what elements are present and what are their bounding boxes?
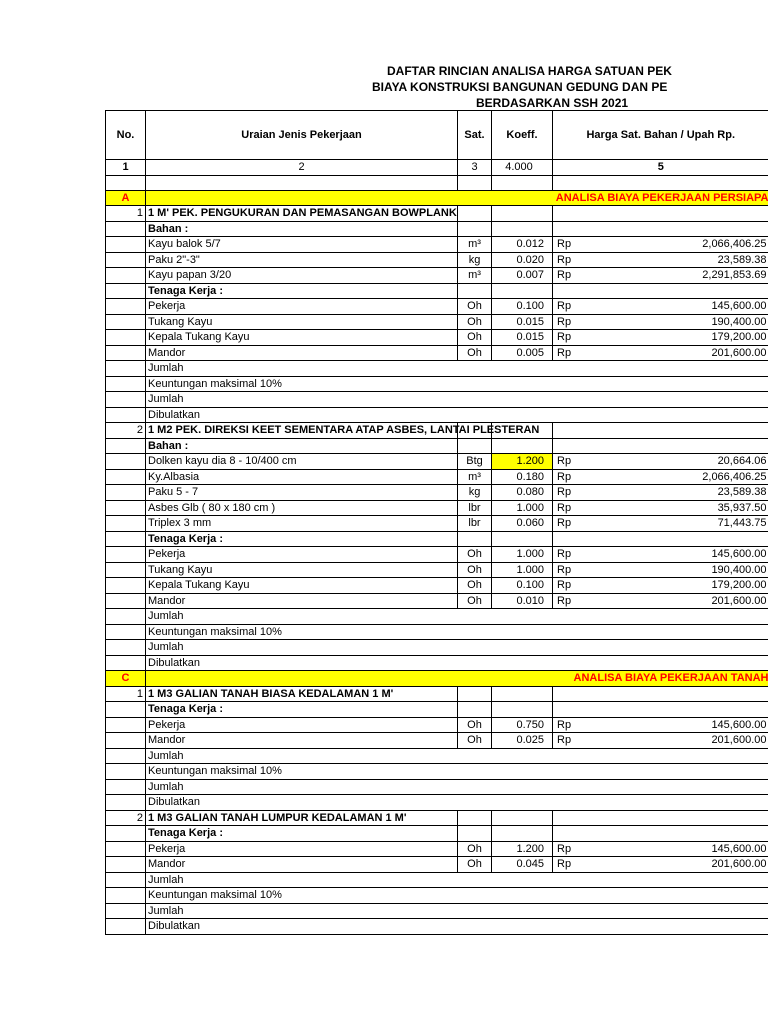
coefficient xyxy=(492,283,553,299)
unit-price: 35,937.50 xyxy=(583,500,768,516)
header-coefficient: Koeff. xyxy=(492,111,553,160)
coefficient: 1.200 xyxy=(492,841,553,857)
unit-price: 190,400.00 xyxy=(583,314,768,330)
item-description: 1 M3 GALIAN TANAH BIASA KEDALAMAN 1 M' xyxy=(146,686,458,702)
line-item-row xyxy=(106,330,768,346)
line-item-row xyxy=(106,299,768,315)
section-code: C xyxy=(106,671,146,687)
item-number xyxy=(106,733,146,749)
item-number: 1 xyxy=(106,686,146,702)
item-number xyxy=(106,221,146,237)
unit: lbr xyxy=(458,516,492,532)
summary-label: Jumlah xyxy=(146,872,768,888)
unit: Btg xyxy=(458,454,492,470)
blank-cell xyxy=(492,175,553,190)
header-unit-price: Harga Sat. Bahan / Upah Rp. xyxy=(553,111,768,160)
blank-row xyxy=(106,175,768,190)
currency: Rp xyxy=(553,237,583,253)
unit-price xyxy=(583,283,768,299)
section-title: ANALISA BIAYA PEKERJAAN PERSIAPA xyxy=(146,190,768,206)
coefficient: 0.015 xyxy=(492,314,553,330)
item-description: Kayu balok 5/7 xyxy=(146,237,458,253)
title-line-2: BIAYA KONSTRUKSI BANGUNAN GEDUNG DAN PE xyxy=(372,80,668,94)
unit xyxy=(458,826,492,842)
summary-row xyxy=(106,407,768,423)
work-item-row xyxy=(106,686,768,702)
summary-label: Jumlah xyxy=(146,361,768,377)
summary-row xyxy=(106,376,768,392)
column-numbering-row xyxy=(106,160,768,176)
item-number xyxy=(106,857,146,873)
item-number xyxy=(106,268,146,284)
header-row xyxy=(106,111,768,160)
coefficient: 0.080 xyxy=(492,485,553,501)
item-number xyxy=(106,841,146,857)
summary-label: Jumlah xyxy=(146,748,768,764)
line-item-row xyxy=(106,314,768,330)
item-number xyxy=(106,500,146,516)
line-item-row xyxy=(106,593,768,609)
currency: Rp xyxy=(553,299,583,315)
item-number xyxy=(106,252,146,268)
currency xyxy=(553,702,583,718)
work-item-row xyxy=(106,810,768,826)
summary-row xyxy=(106,609,768,625)
coefficient: 0.045 xyxy=(492,857,553,873)
unit-price xyxy=(583,826,768,842)
line-item-row xyxy=(106,345,768,361)
unit: lbr xyxy=(458,500,492,516)
coefficient xyxy=(492,702,553,718)
coefficient xyxy=(492,826,553,842)
line-item-row xyxy=(106,857,768,873)
unit: Oh xyxy=(458,547,492,563)
unit xyxy=(458,438,492,454)
item-number xyxy=(106,593,146,609)
item-number xyxy=(106,531,146,547)
unit: kg xyxy=(458,252,492,268)
subheading-row xyxy=(106,826,768,842)
item-number xyxy=(106,655,146,671)
unit-price: 201,600.00 xyxy=(583,593,768,609)
unit xyxy=(458,810,492,826)
subheading-row xyxy=(106,283,768,299)
item-description: Mandor xyxy=(146,857,458,873)
coefficient: 0.005 xyxy=(492,345,553,361)
item-number xyxy=(106,562,146,578)
coefficient xyxy=(492,221,553,237)
item-number xyxy=(106,438,146,454)
item-description: Dolken kayu dia 8 - 10/400 cm xyxy=(146,454,458,470)
currency: Rp xyxy=(553,268,583,284)
unit: Oh xyxy=(458,857,492,873)
unit-price: 201,600.00 xyxy=(583,733,768,749)
price-analysis-table xyxy=(105,110,768,935)
coefficient: 0.007 xyxy=(492,268,553,284)
item-number xyxy=(106,485,146,501)
currency: Rp xyxy=(553,733,583,749)
currency xyxy=(553,423,583,439)
currency xyxy=(553,221,583,237)
unit: Oh xyxy=(458,578,492,594)
line-item-row xyxy=(106,717,768,733)
item-description: Paku 2"-3" xyxy=(146,252,458,268)
work-item-row xyxy=(106,423,768,439)
summary-label: Keuntungan maksimal 10% xyxy=(146,624,768,640)
item-description: Pekerja xyxy=(146,717,458,733)
item-description: Triplex 3 mm xyxy=(146,516,458,532)
item-number xyxy=(106,888,146,904)
line-item-row xyxy=(106,268,768,284)
currency xyxy=(553,438,583,454)
item-description: Mandor xyxy=(146,593,458,609)
item-number xyxy=(106,299,146,315)
item-description: 1 M3 GALIAN TANAH LUMPUR KEDALAMAN 1 M' xyxy=(146,810,458,826)
coefficient xyxy=(492,531,553,547)
item-description: Tenaga Kerja : xyxy=(146,826,458,842)
item-number xyxy=(106,779,146,795)
unit xyxy=(458,283,492,299)
item-number xyxy=(106,330,146,346)
summary-label: Jumlah xyxy=(146,903,768,919)
unit-price: 145,600.00 xyxy=(583,299,768,315)
currency: Rp xyxy=(553,485,583,501)
coefficient: 0.060 xyxy=(492,516,553,532)
item-number xyxy=(106,547,146,563)
currency: Rp xyxy=(553,516,583,532)
coefficient: 1.200 xyxy=(492,454,553,470)
currency: Rp xyxy=(553,454,583,470)
unit xyxy=(458,531,492,547)
unit-price xyxy=(583,531,768,547)
unit: Oh xyxy=(458,593,492,609)
coefficient xyxy=(492,810,553,826)
unit-price: 23,589.38 xyxy=(583,252,768,268)
currency: Rp xyxy=(553,578,583,594)
unit-price xyxy=(583,702,768,718)
item-number xyxy=(106,919,146,935)
item-number xyxy=(106,795,146,811)
item-description: Pekerja xyxy=(146,547,458,563)
section-header-row xyxy=(106,190,768,206)
summary-label: Keuntungan maksimal 10% xyxy=(146,376,768,392)
currency: Rp xyxy=(553,841,583,857)
item-description: Bahan : xyxy=(146,221,458,237)
item-number xyxy=(106,702,146,718)
item-number xyxy=(106,764,146,780)
header-unit: Sat. xyxy=(458,111,492,160)
unit xyxy=(458,686,492,702)
item-description: Asbes Glb ( 80 x 180 cm ) xyxy=(146,500,458,516)
unit-price: 145,600.00 xyxy=(583,717,768,733)
item-number xyxy=(106,392,146,408)
currency xyxy=(553,206,583,222)
coefficient: 0.180 xyxy=(492,469,553,485)
item-number xyxy=(106,640,146,656)
item-description: Pekerja xyxy=(146,841,458,857)
item-number xyxy=(106,609,146,625)
item-number xyxy=(106,345,146,361)
unit-price: 23,589.38 xyxy=(583,485,768,501)
coefficient: 1.000 xyxy=(492,562,553,578)
currency: Rp xyxy=(553,469,583,485)
item-description: Kepala Tukang Kayu xyxy=(146,578,458,594)
coefficient: 0.750 xyxy=(492,717,553,733)
coefficient: 1.000 xyxy=(492,500,553,516)
item-number xyxy=(106,748,146,764)
unit: kg xyxy=(458,485,492,501)
item-description: Tukang Kayu xyxy=(146,562,458,578)
summary-label: Jumlah xyxy=(146,640,768,656)
currency xyxy=(553,826,583,842)
item-number xyxy=(106,237,146,253)
unit-price: 201,600.00 xyxy=(583,857,768,873)
currency: Rp xyxy=(553,345,583,361)
currency: Rp xyxy=(553,562,583,578)
header-description: Uraian Jenis Pekerjaan xyxy=(146,111,458,160)
col-number-3: 3 xyxy=(458,160,492,176)
unit: Oh xyxy=(458,330,492,346)
item-description: Ky.Albasia xyxy=(146,469,458,485)
unit-price: 179,200.00 xyxy=(583,578,768,594)
unit: Oh xyxy=(458,733,492,749)
subheading-row xyxy=(106,702,768,718)
line-item-row xyxy=(106,500,768,516)
summary-label: Keuntungan maksimal 10% xyxy=(146,888,768,904)
item-description: Tukang Kayu xyxy=(146,314,458,330)
currency: Rp xyxy=(553,857,583,873)
unit: Oh xyxy=(458,841,492,857)
currency: Rp xyxy=(553,717,583,733)
summary-label: Keuntungan maksimal 10% xyxy=(146,764,768,780)
coefficient: 0.100 xyxy=(492,299,553,315)
unit-price xyxy=(583,438,768,454)
currency: Rp xyxy=(553,252,583,268)
item-number xyxy=(106,516,146,532)
currency: Rp xyxy=(553,500,583,516)
section-code: A xyxy=(106,190,146,206)
item-number xyxy=(106,283,146,299)
coefficient: 0.012 xyxy=(492,237,553,253)
currency xyxy=(553,531,583,547)
summary-label: Jumlah xyxy=(146,609,768,625)
item-number: 2 xyxy=(106,423,146,439)
subheading-row xyxy=(106,438,768,454)
currency xyxy=(553,810,583,826)
blank-cell xyxy=(146,175,458,190)
col-number-1: 1 xyxy=(106,160,146,176)
currency: Rp xyxy=(553,593,583,609)
item-description: Tenaga Kerja : xyxy=(146,283,458,299)
coefficient: 1.000 xyxy=(492,547,553,563)
line-item-row xyxy=(106,252,768,268)
unit-price xyxy=(583,423,768,439)
line-item-row xyxy=(106,454,768,470)
item-number xyxy=(106,826,146,842)
col-number-4: 4.000 xyxy=(492,160,553,176)
summary-label: Jumlah xyxy=(146,779,768,795)
line-item-row xyxy=(106,469,768,485)
item-description: Mandor xyxy=(146,733,458,749)
unit-price xyxy=(583,221,768,237)
item-number xyxy=(106,903,146,919)
line-item-row xyxy=(106,733,768,749)
item-number xyxy=(106,407,146,423)
unit-price: 71,443.75 xyxy=(583,516,768,532)
line-item-row xyxy=(106,562,768,578)
unit: m³ xyxy=(458,268,492,284)
item-description: Tenaga Kerja : xyxy=(146,702,458,718)
header-no: No. xyxy=(106,111,146,160)
work-item-row xyxy=(106,206,768,222)
coefficient: 0.100 xyxy=(492,578,553,594)
line-item-row xyxy=(106,485,768,501)
summary-label: Dibulatkan xyxy=(146,407,768,423)
summary-row xyxy=(106,624,768,640)
line-item-row xyxy=(106,578,768,594)
unit-price: 179,200.00 xyxy=(583,330,768,346)
line-item-row xyxy=(106,237,768,253)
item-description: 1 M' PEK. PENGUKURAN DAN PEMASANGAN BOWPLANK xyxy=(146,206,458,222)
unit-price: 2,291,853.69 xyxy=(583,268,768,284)
line-item-row xyxy=(106,547,768,563)
unit: m³ xyxy=(458,469,492,485)
summary-row xyxy=(106,795,768,811)
blank-cell xyxy=(458,175,492,190)
section-header-row xyxy=(106,671,768,687)
subheading-row xyxy=(106,531,768,547)
item-number xyxy=(106,361,146,377)
coefficient xyxy=(492,206,553,222)
currency: Rp xyxy=(553,330,583,346)
unit-price xyxy=(583,206,768,222)
line-item-row xyxy=(106,516,768,532)
summary-row xyxy=(106,748,768,764)
summary-row xyxy=(106,640,768,656)
unit-price: 190,400.00 xyxy=(583,562,768,578)
coefficient xyxy=(492,686,553,702)
summary-row xyxy=(106,392,768,408)
unit-price: 145,600.00 xyxy=(583,547,768,563)
line-item-row xyxy=(106,841,768,857)
item-number xyxy=(106,314,146,330)
unit-price: 201,600.00 xyxy=(583,345,768,361)
unit-price: 145,600.00 xyxy=(583,841,768,857)
item-number xyxy=(106,624,146,640)
item-number: 1 xyxy=(106,206,146,222)
unit: Oh xyxy=(458,345,492,361)
title-line-3: BERDASARKAN SSH 2021 xyxy=(476,96,629,110)
summary-row xyxy=(106,361,768,377)
unit: Oh xyxy=(458,314,492,330)
item-description: Tenaga Kerja : xyxy=(146,531,458,547)
col-number-5: 5 xyxy=(553,160,768,176)
unit xyxy=(458,206,492,222)
summary-row xyxy=(106,764,768,780)
coefficient: 0.015 xyxy=(492,330,553,346)
unit-price: 20,664.06 xyxy=(583,454,768,470)
currency: Rp xyxy=(553,547,583,563)
col-number-2: 2 xyxy=(146,160,458,176)
document-title-block xyxy=(0,0,768,112)
blank-cell xyxy=(106,175,146,190)
unit xyxy=(458,702,492,718)
section-title: ANALISA BIAYA PEKERJAAN TANAH xyxy=(146,671,768,687)
unit-price xyxy=(583,810,768,826)
item-description: Kepala Tukang Kayu xyxy=(146,330,458,346)
summary-label: Dibulatkan xyxy=(146,795,768,811)
item-number xyxy=(106,376,146,392)
summary-row xyxy=(106,779,768,795)
summary-row xyxy=(106,888,768,904)
unit-price: 2,066,406.25 xyxy=(583,469,768,485)
coefficient: 0.010 xyxy=(492,593,553,609)
subheading-row xyxy=(106,221,768,237)
item-number xyxy=(106,469,146,485)
coefficient: 0.025 xyxy=(492,733,553,749)
item-description: Mandor xyxy=(146,345,458,361)
currency: Rp xyxy=(553,314,583,330)
unit: m³ xyxy=(458,237,492,253)
coefficient xyxy=(492,438,553,454)
item-number xyxy=(106,454,146,470)
coefficient: 0.020 xyxy=(492,252,553,268)
summary-label: Dibulatkan xyxy=(146,655,768,671)
unit xyxy=(458,221,492,237)
currency xyxy=(553,686,583,702)
item-description: 1 M2 PEK. DIREKSI KEET SEMENTARA ATAP ASBES, LANTAI PLESTERAN xyxy=(146,423,458,439)
blank-cell xyxy=(553,175,768,190)
summary-row xyxy=(106,919,768,935)
unit-price: 2,066,406.25 xyxy=(583,237,768,253)
item-number xyxy=(106,717,146,733)
item-number: 2 xyxy=(106,810,146,826)
item-number xyxy=(106,872,146,888)
summary-row xyxy=(106,903,768,919)
summary-row xyxy=(106,872,768,888)
item-number xyxy=(106,578,146,594)
unit: Oh xyxy=(458,562,492,578)
item-description: Bahan : xyxy=(146,438,458,454)
item-description: Kayu papan 3/20 xyxy=(146,268,458,284)
summary-row xyxy=(106,655,768,671)
summary-label: Dibulatkan xyxy=(146,919,768,935)
title-line-1: DAFTAR RINCIAN ANALISA HARGA SATUAN PEK xyxy=(387,64,672,78)
summary-label: Jumlah xyxy=(146,392,768,408)
currency xyxy=(553,283,583,299)
item-description: Paku 5 - 7 xyxy=(146,485,458,501)
unit: Oh xyxy=(458,717,492,733)
item-description: Pekerja xyxy=(146,299,458,315)
unit: Oh xyxy=(458,299,492,315)
unit-price xyxy=(583,686,768,702)
